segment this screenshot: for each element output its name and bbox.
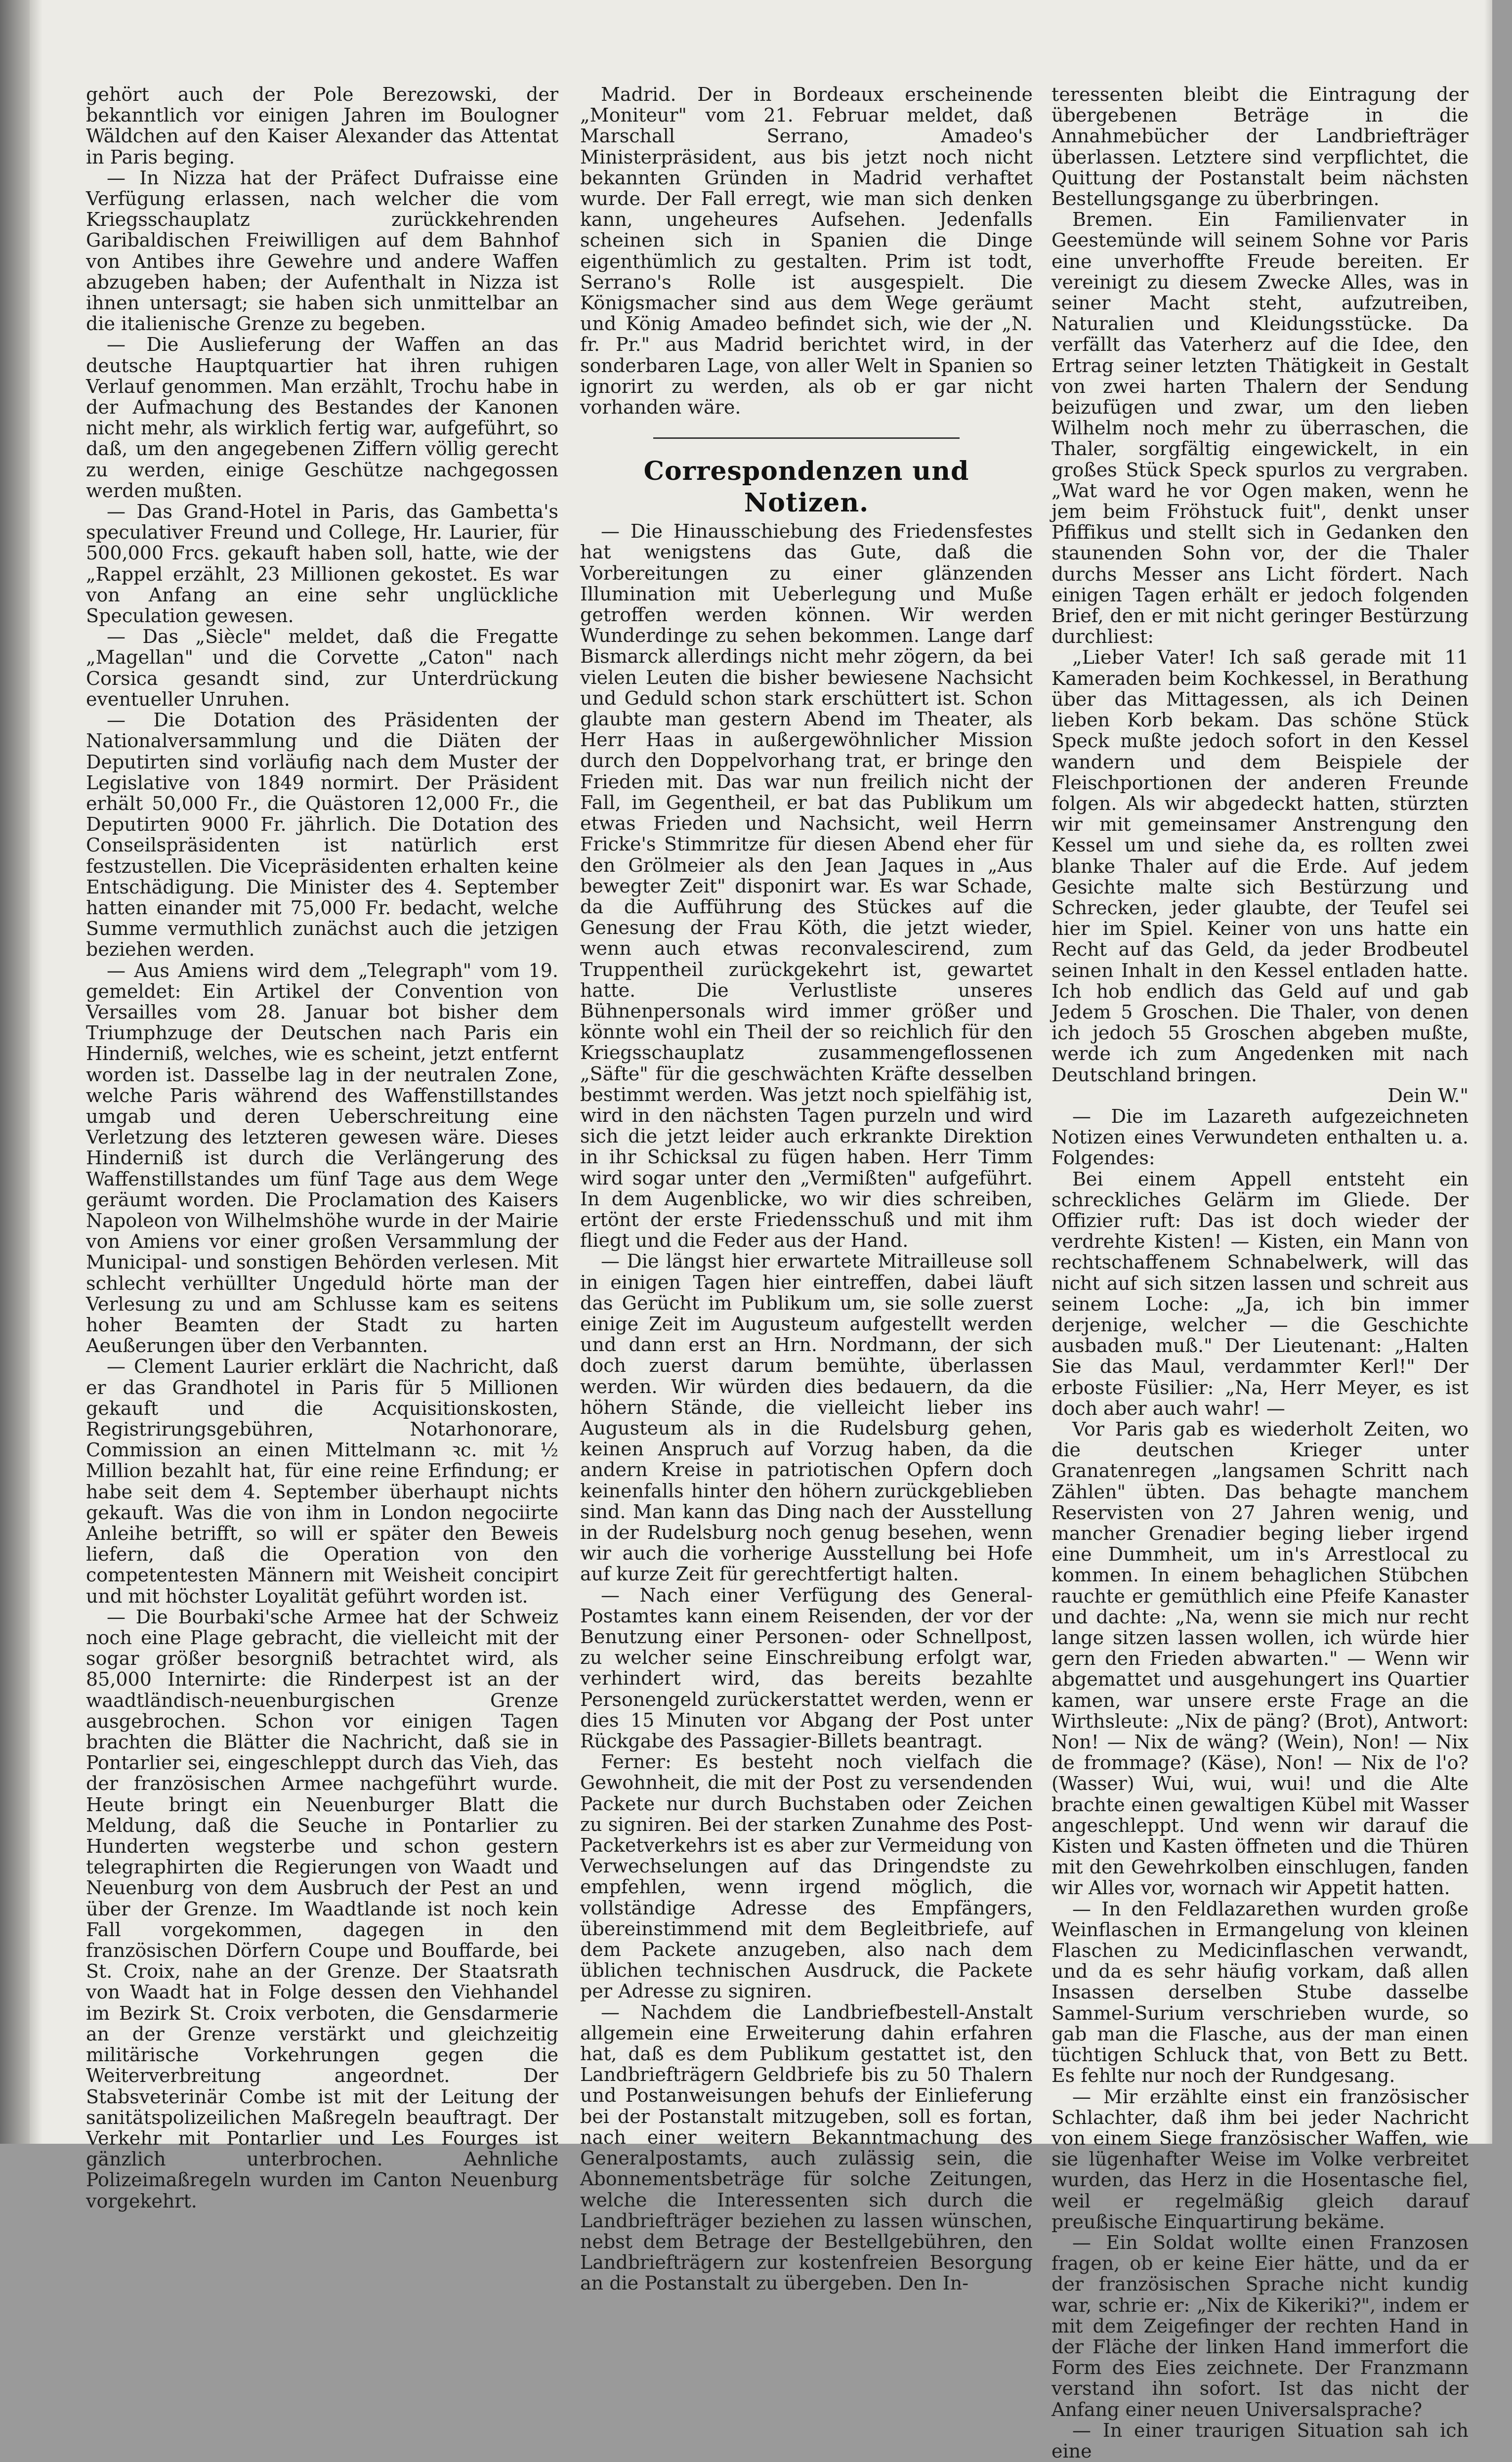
madrid-article <box>580 84 1033 418</box>
paragraph: — Die im Lazareth aufgezeichneten Notizen eines Verwundeten enthalten u. a. Folgendes: <box>1051 1105 1469 1169</box>
paragraph: — Nach einer Verfügung des General-Postamtes kann einem Reisenden, der vor der Benutzung einer Personen- oder Schnellpost, zu welcher seine Einschreibung erfolgt war, verhindert wird, das bereits bezahlte Personengeld zurückerstattet werden, wenn er dies 15 Minuten vor Abgang der Post unter Rückgabe des Passagier-Billets beantragt. <box>580 1584 1033 1752</box>
paragraph: — In Nizza hat der Präfect Dufraisse eine Verfügung erlassen, nach welcher die vom Kriegsschauplatz zurückkehrenden Garibaldischen Freiwilligen auf dem Bahnhof von Antibes ihre Gewehre und andere Waffen abzugeben haben; der Aufenthalt in Nizza ist ihnen untersagt; sie haben sich unmittelbar an die italienische Grenze zu begeben. <box>86 167 558 335</box>
paragraph: — Die längst hier erwartete Mitrailleuse soll in einigen Tagen hier eintreffen, dabei läuft das Gerücht im Publikum um, sie solle zuerst einige Zeit im Augusteum aufgestellt werden und dann erst an Hrn. Nordmann, der sich doch zuerst darum bemühte, überlassen werden. Wir würden dies bedauern, da die höhern Stände, die vielleicht lieber ins Augusteum als in die Rudelsburg gehen, keinen Anspruch auf Vorzug haben, da die andern Kreise in patriotischen Opfern doch keinenfalls hinter den höhern zurückgeblieben sind. Man kann das Ding nach der Ausstellung in der Rudelsburg noch genug besehen, wenn wir auch die vorherige Ausstellung bei Hofe auf kurze Zeit für gerechtfertigt halten. <box>580 1250 1033 1585</box>
paragraph: Ferner: Es besteht noch vielfach die Gewohnheit, die mit der Post zu versendenden Packete nur durch Buchstaben oder Zeichen zu signiren. Bei der starken Zunahme des Post-Packetverkehrs ist es aber zur Vermeidung von Verwechselungen auf das Dringendste zu empfehlen, wenn irgend möglich, die vollständige Adresse des Empfängers, übereinstimmend mit dem Begleitbriefe, auf dem Packete anzugeben, also nach dem üblichen technischen Ausdruck, die Packete per Adresse zu signiren. <box>580 1751 1033 2002</box>
paragraph: Bremen. Ein Familienvater in Geestemünde will seinem Sohne vor Paris eine unverhoffte Freude bereiten. Er vereinigt zu diesem Zwecke Alles, was in seiner Macht steht, aufzutreiben, Naturalien und Kleidungsstücke. Da verfällt das Vaterherz auf die Idee, den Ertrag seiner letzten Thätigkeit in Gestalt von zwei harten Thalern der Sendung beizufügen und zwar, um den lieben Wilhelm noch mehr zu überraschen, die Thaler, sorgfältig eingewickelt, in ein großes Stück Speck spurlos zu vergraben. „Wat ward he vor Ogen maken, wenn he jem beim Fröhstuck fuit", denkt unser Pfiffikus und stellt sich in Gedanken den staunenden Sohn vor, der die Thaler durchs Messer ans Licht fördert. Nach einigen Tagen erhält er jedoch folgenden Brief, den er mit nicht geringer Bestürzung durchliest: <box>1051 209 1469 648</box>
column-left <box>86 84 558 2211</box>
paragraph: gehört auch der Pole Berezowski, der bekanntlich vor einigen Jahren im Boulogner Wäldchen auf den Kaiser Alexander das Attentat in Paris beging. <box>86 84 558 168</box>
paragraph: Madrid. Der in Bordeaux erscheinende „Moniteur" vom 21. Februar meldet, daß Marschall Serrano, Amadeo's Ministerpräsident, aus bis jetzt noch nicht bekannten Gründen in Madrid verhaftet wurde. Der Fall erregt, wie man sich denken kann, ungeheures Aufsehen. Jedenfalls scheinen sich in Spanien die Dinge eigenthümlich zu gestalten. Prim ist todt, Serrano's Rolle ist ausgespielt. Die Königsmacher sind aus dem Wege geräumt und König Amadeo befindet sich, wie der „N. fr. Pr." aus Madrid berichtet wird, in der sonderbaren Lage, von aller Welt in Spanien so ignorirt zu werden, als ob er gar nicht vorhanden wäre. <box>580 84 1033 419</box>
paragraph: — Nachdem die Landbriefbestell-Anstalt allgemein eine Erweiterung dahin erfahren hat, daß es dem Publikum gestattet ist, den Landbriefträgern Geldbriefe bis zu 50 Thalern und Postanweisungen behufs der Einlieferung bei der Postanstalt mitzugeben, soll es fortan, nach einer weitern Bekanntmachung des Generalpostamts, auch zulässig sein, die Abonnementsbeträge für solche Zeitungen, welche die Interessenten sich durch die Landbriefträger beziehen zu lassen wünschen, nebst dem Betrage der Bestellgebühren, den Landbriefträgern zur kostenfreien Besorgung an die Postanstalt zu übergeben. Den In- <box>580 2001 1033 2294</box>
paragraph: — Aus Amiens wird dem „Telegraph" vom 19. gemeldet: Ein Artikel der Convention von Versailles vom 28. Januar bot bisher dem Triumphzuge der Deutschen nach Paris ein Hinderniß, welches, wie es scheint, jetzt entfernt worden ist. Dasselbe lag in der neutralen Zone, welche Paris während des Waffenstillstandes umgab und deren Ueberschreitung eine Verletzung des letzteren gewesen wäre. Dieses Hinderniß ist durch die Verlängerung des Waffenstillstandes um fünf Tage aus dem Wege geräumt worden. Die Proclamation des Kaisers Napoleon von Wilhelmshöhe wurde in der Mairie von Amiens vor einer großen Versammlung der Municipal- und sonstigen Behörden verlesen. Mit schlecht verhüllter Ungeduld hörte man der Verlesung zu und am Schlusse kam es seitens hoher Beamten der Stadt zu harten Aeußerungen über den Verbannten. <box>86 959 558 1357</box>
paragraph: — Clement Laurier erklärt die Nachricht, daß er das Grandhotel in Paris für 5 Millionen gekauft und die Acquisitionskosten, Registrirungsgebühren, Notarhonorare, Commission an einen Mittelmann ꝛc. mit ½ Million bezahlt hat, für eine reine Erfindung; er habe seit dem 4. September überhaupt nichts gekauft. Was die von ihm in London negociirte Anleihe betrifft, so will er später den Beweis liefern, daß die Operation von den competentesten Männern mit Weisheit concipirt und mit höchster Loyalität geführt worden ist. <box>86 1356 558 1607</box>
paragraph: — In einer traurigen Situation sah ich eine <box>1051 2419 1469 2462</box>
paragraph: — Die Auslieferung der Waffen an das deutsche Hauptquartier hat ihren ruhigen Verlauf genommen. Man erzählt, Trochu habe in der Aufmachung des Bestandes der Kanonen nicht mehr, als wirklich fertig war, aufgeführt, so daß, um den angegebenen Ziffern völlig gerecht zu werden, einige Geschütze nachgegossen werden mußten. <box>86 334 558 502</box>
paragraph: Bei einem Appell entsteht ein schreckliches Gelärm im Gliede. Der Offizier ruft: Das ist doch wieder der verdrehte Kisten! — Kisten, ein Mann von rechtschaffenem Schnabelwerk, will das nicht auf sich sitzen lassen und schreit aus seinem Loche: „Ja, ich bin immer derjenige, welcher — die Geschichte ausbaden muß." Der Lieutenant: „Halten Sie das Maul, verdammter Kerl!" Der erboste Füsilier: „Na, Herr Meyer, es ist doch aber auch wahr! — <box>1051 1168 1469 1419</box>
paragraph: teressenten bleibt die Eintragung der übergebenen Beträge in die Annahmebücher der Landbriefträger überlassen. Letztere sind verpflichtet, die Quittung der Postanstalt beim nächsten Bestellungsgange zu überbringen. <box>1051 84 1469 210</box>
paragraph: „Lieber Vater! Ich saß gerade mit 11 Kameraden beim Kochkessel, in Berathung über das Mittagessen, als ich Deinen lieben Korb bekam. Das schöne Stück Speck mußte jedoch sofort in den Kessel wandern und dem Beispiele der Fleischportionen der anderen Freunde folgen. Als wir abgedeckt hatten, stürzten wir mit gemeinsamer Anstrengung den Kessel um und siehe da, es rollten zwei blanke Thaler auf die Erde. Auf jedem Gesichte malte sich Bestürzung und Schrecken, jeder glaubte, der Teufel sei hier im Spiel. Keiner von uns hatte ein Recht auf das Geld, da jeder Brodbeutel seinen Inhalt in den Kessel entladen hatte. Ich hob endlich das Geld auf und gab Jedem 5 Groschen. Die Thaler, von denen ich jedoch 55 Groschen abgeben mußte, werde ich zum Angedenken mit nach Deutschland bringen. <box>1051 646 1469 1086</box>
paragraph: Dein W." <box>1387 1084 1469 1106</box>
column-right <box>1051 84 1469 2462</box>
paragraph: — Das „Siècle" meldet, daß die Fregatte „Magellan" und die Corvette „Caton" nach Corsica gesandt sind, zur Unterdrückung eventueller Unruhen. <box>86 626 558 710</box>
section-heading: Correspondenzen und Notizen. <box>643 456 969 518</box>
section-rule <box>653 437 960 439</box>
paragraph: — Die Hinausschiebung des Friedensfestes hat wenigstens das Gute, daß die Vorbereitungen zu einer glänzenden Illumination mit Ueberlegung und Muße getroffen werden können. Wir werden Wunderdinge zu sehen bekommen. Lange darf Bismarck allerdings nicht mehr zögern, da bei vielen Leuten die bisher bewiesene Nachsicht und Geduld schon stark erschüttert ist. Schon glaubte man gestern Abend im Theater, als Herr Haas in außergewöhnlicher Mission durch den Doppelvorhang trat, er bringe den Frieden mit. Das war nun freilich nicht der Fall, im Gegentheil, er bat das Publikum um etwas Frieden und Nachsicht, weil Herrn Fricke's Stimmritze für diesen Abend eher für den Grölmeier als den Jean Jaques in „Aus bewegter Zeit" disponirt war. Es war Schade, da die Aufführung des Stückes auf die Genesung der Frau Köth, die jetzt wieder, wenn auch etwas reconvalescirend, zum Truppentheil zurückgekehrt ist, gewartet hatte. Die Verlustliste unseres Bühnenpersonals wird immer größer und könnte wohl ein Theil der so reichlich für den Kriegsschauplatz zusammengeflossenen „Säfte" für die geschwächten Kräfte desselben bestimmt werden. Was jetzt noch spielfähig ist, wird in den nächsten Tagen purzeln und wird sich die jetzt leider auch erkrankte Direktion in ihr Schicksal zu fügen haben. Herr Timm wird sogar unter den „Vermißten" aufgeführt. In dem Augenblicke, wo wir dies schreiben, ertönt der erste Friedensschuß und mit ihm fliegt und die Feder aus der Hand. <box>580 520 1033 1252</box>
paragraph: — In den Feldlazarethen wurden große Weinflaschen in Ermangelung von kleinen Flaschen zu Medicinflaschen verwandt, und da es sehr häufig vorkam, daß allen Insassen derselben Stube dasselbe Sammel-Surium verschrieben wurde, so gab man die Flasche, aus der man einen tüchtigen Schluck that, von Bett zu Bett. Es fehlte nur noch der Rundgesang. <box>1051 1898 1469 2087</box>
notes-section <box>580 521 1033 2293</box>
paragraph: — Die Dotation des Präsidenten der Nationalversammlung und die Diäten der Deputirten sind vorläufig nach dem Muster der Legislative von 1849 normirt. Der Präsident erhält 50,000 Fr., die Quästoren 12,000 Fr., die Deputirten 9000 Fr. jährlich. Die Dotation des Conseilspräsidenten ist natürlich erst festzustellen. Die Vicepräsidenten erhalten keine Entschädigung. Die Minister des 4. September hatten einander mit 75,000 Fr. bedacht, welche Summe vermuthlich zunächst auch die jetzigen beziehen werden. <box>86 709 558 961</box>
paragraph: — Ein Soldat wollte einen Franzosen fragen, ob er keine Eier hätte, und da er der französischen Sprache nicht kundig war, schrie er: „Nix de Kikeriki?", indem er mit dem Zeigefinger der rechten Hand in der Fläche der linken Hand immerfort die Form des Eies zeichnete. Der Franzmann verstand ihn sofort. Ist das nicht der Anfang einer neuen Universalsprache? <box>1051 2231 1469 2420</box>
column-middle <box>580 84 1033 2294</box>
page-binding-edge <box>0 0 30 2144</box>
paragraph: Vor Paris gab es wiederholt Zeiten, wo die deutschen Krieger unter Granatenregen „langsamen Schritt nach Zählen" übten. Das behagte manchem Reservisten von 27 Jahren wenig, und mancher Grenadier beging lieber irgend eine Dummheit, um in's Arrestlocal zu kommen. In einem behaglichen Stübchen rauchte er gemüthlich eine Pfeife Kanaster und dachte: „Na, wenn sie mich nur recht lange sitzen lassen wollen, ich würde hier gern den Frieden abwarten." — Wenn wir abgemattet und ausgehungert ins Quartier kamen, war unsere erste Frage an die Wirthsleute: „Nix de päng? (Brot), Antwort: Non! — Nix de wäng? (Wein), Non! — Nix de frommage? (Käse), Non! — Nix de l'o? (Wasser) Wui, wui, wui! und die Alte brachte einen gewaltigen Kübel mit Wasser angeschleppt. Und wenn wir darauf die Kisten und Kasten öffneten und die Thüren mit den Gewehrkolben einschlugen, fanden wir Alles vor, wornach wir Appetit hatten. <box>1051 1418 1469 1899</box>
paragraph: — Mir erzählte einst ein französischer Schlachter, daß ihm bei jeder Nachricht von einem Siege französischer Waffen, wie sie lügenhafter Weise im Volke verbreitet wurden, das Herz in die Hosentasche fiel, weil er regelmäßig gleich darauf preußische Einquartirung bekäme. <box>1051 2085 1469 2233</box>
paragraph: — Das Grand-Hotel in Paris, das Gambetta's speculativer Freund und College, Hr. Laurier, für 500,000 Frcs. gekauft haben soll, hatte, wie der „Rappel erzählt, 23 Millionen gekostet. Es war von Anfang an eine sehr unglückliche Speculation gewesen. <box>86 501 558 627</box>
paragraph: — Die Bourbaki'sche Armee hat der Schweiz noch eine Plage gebracht, die vielleicht mit der sogar größer besorgniß betrachtet wird, als 85,000 Internirte: die Rinderpest ist an der waadtländisch-neuenburgischen Grenze ausgebrochen. Schon vor einigen Tagen brachten die Blätter die Nachricht, daß sie in Pontarlier sei, eingeschleppt durch das Vieh, das der französischen Armee nachgeführt wurde. Heute bringt ein Neuenburger Blatt die Meldung, daß die Seuche in Pontarlier zu Hunderten wegsterbe und schon gestern telegraphirten die Regierungen von Waadt und Neuenburg von dem Ausbruch der Pest an und über der Grenze. Im Waadtlande ist noch kein Fall vorgekommen, dagegen in den französischen Dörfern Coupe und Bouffarde, bei St. Croix, nahe an der Grenze. Der Staatsrath von Waadt hat in Folge dessen den Viehhandel im Bezirk St. Croix verboten, die Gensdarmerie an der Grenze verstärkt und gleichzeitig militärische Vorkehrungen gegen die Weiterverbreitung angeordnet. Der Stabsveterinär Combe ist mit der Leitung der sanitätspolizeilichen Maßregeln beauftragt. Der Verkehr mit Pontarlier und Les Fourges ist gänzlich unterbrochen. Aehnliche Polizeimaßregeln wurden im Canton Neuenburg vorgekehrt. <box>86 1606 558 2212</box>
